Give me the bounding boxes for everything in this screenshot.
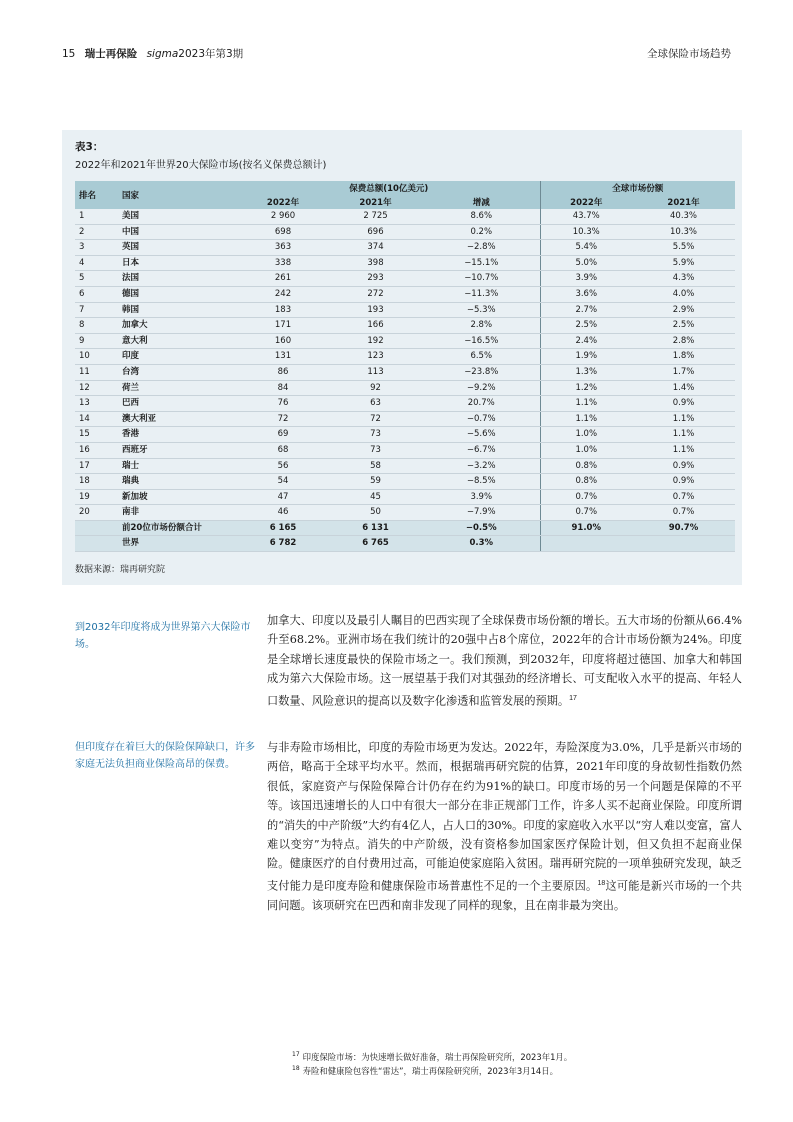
rank-cell: 20	[75, 505, 118, 521]
paragraph-1-text: 加拿大、印度以及最引人瞩目的巴西实现了全球保费市场份额的增长。五大市场的份额从66.4%升至68.2%。亚洲市场在我们统计的20强中占8个席位，2022年的合计市场份额为24%。印度是全球增长速度最快的保险市场之一。我们预测，到2032年，印度将超过德国、加拿大和韩国成为第六大保险市场。这一展望基于我们对其强劲的经济增长、可支配收入水平的提高、年轻人口数量、风险意识的提高以及数字化渗透和监管发展的预期。	[267, 614, 742, 708]
growth-cell: −11.3%	[423, 286, 540, 302]
share-2021-cell: 0.9%	[632, 458, 735, 474]
premium-2021-cell: 58	[328, 458, 423, 474]
rank-cell: 5	[75, 271, 118, 287]
share-2021-cell: 5.9%	[632, 255, 735, 271]
footnote-17	[292, 1049, 742, 1063]
footnotes	[292, 1049, 742, 1077]
premium-2022-cell: 46	[238, 505, 328, 521]
header-growth: 增减	[423, 195, 540, 209]
header-share-group: 全球市场份额	[540, 181, 735, 195]
growth-cell: −9.2%	[423, 380, 540, 396]
premium-2021-cell: 293	[328, 271, 423, 287]
total-2021: 6 131	[328, 520, 423, 536]
paragraph-life-insurance	[267, 738, 742, 915]
share-2022-cell: 2.4%	[540, 333, 632, 349]
premium-2022-cell: 84	[238, 380, 328, 396]
world-label: 世界	[118, 536, 238, 552]
share-2022-cell: 0.8%	[540, 474, 632, 490]
table-row	[75, 474, 735, 490]
country-cell: 中国	[118, 224, 238, 240]
share-2021-cell: 4.3%	[632, 271, 735, 287]
share-2022-cell: 1.3%	[540, 364, 632, 380]
growth-cell: 3.9%	[423, 489, 540, 505]
country-cell: 瑞典	[118, 474, 238, 490]
world-growth: 0.3%	[423, 536, 540, 552]
premium-2022-cell: 183	[238, 302, 328, 318]
table-row	[75, 209, 735, 224]
premium-2021-cell: 92	[328, 380, 423, 396]
table-row	[75, 411, 735, 427]
premium-2022-cell: 698	[238, 224, 328, 240]
share-2021-cell: 1.1%	[632, 427, 735, 443]
premium-2022-cell: 68	[238, 442, 328, 458]
premium-2022-cell: 69	[238, 427, 328, 443]
growth-cell: −10.7%	[423, 271, 540, 287]
total-label: 前20位市场份额合计	[118, 520, 238, 536]
country-cell: 西班牙	[118, 442, 238, 458]
table-row	[75, 442, 735, 458]
world-2021: 6 765	[328, 536, 423, 552]
share-2022-cell: 1.1%	[540, 396, 632, 412]
rank-cell: 9	[75, 333, 118, 349]
total-growth: −0.5%	[423, 520, 540, 536]
country-cell: 日本	[118, 255, 238, 271]
premium-2022-cell: 86	[238, 364, 328, 380]
side-note-india-sixth: 到2032年印度将成为世界第六大保险市场。	[75, 622, 251, 650]
share-2022-cell: 1.0%	[540, 442, 632, 458]
country-cell: 法国	[118, 271, 238, 287]
share-2021-cell: 0.9%	[632, 396, 735, 412]
premium-2021-cell: 166	[328, 318, 423, 334]
growth-cell: −5.3%	[423, 302, 540, 318]
premium-2022-cell: 131	[238, 349, 328, 365]
share-2022-cell: 0.7%	[540, 489, 632, 505]
rank-cell: 13	[75, 396, 118, 412]
premium-2021-cell: 193	[328, 302, 423, 318]
country-cell: 德国	[118, 286, 238, 302]
premium-2021-cell: 272	[328, 286, 423, 302]
rank-cell: 3	[75, 240, 118, 256]
growth-cell: 8.6%	[423, 209, 540, 224]
country-cell: 新加坡	[118, 489, 238, 505]
total-2022: 6 165	[238, 520, 328, 536]
premium-2022-cell: 338	[238, 255, 328, 271]
growth-cell: −5.6%	[423, 427, 540, 443]
premium-2022-cell: 261	[238, 271, 328, 287]
premium-2021-cell: 696	[328, 224, 423, 240]
total-share-2021: 90.7%	[632, 520, 735, 536]
premium-2022-cell: 47	[238, 489, 328, 505]
rank-cell: 2	[75, 224, 118, 240]
premium-2021-cell: 73	[328, 442, 423, 458]
page-number: 15	[62, 48, 76, 60]
premium-2021-cell: 50	[328, 505, 423, 521]
country-cell: 香港	[118, 427, 238, 443]
share-2022-cell: 43.7%	[540, 209, 632, 224]
growth-cell: 6.5%	[423, 349, 540, 365]
premium-2021-cell: 374	[328, 240, 423, 256]
footnote-17-number: 17	[292, 1051, 300, 1058]
share-2022-cell: 3.9%	[540, 271, 632, 287]
premium-2022-cell: 363	[238, 240, 328, 256]
premium-2022-cell: 76	[238, 396, 328, 412]
rank-cell: 16	[75, 442, 118, 458]
table-title: 2022年和2021年世界20大保险市场(按名义保费总额计)	[75, 160, 327, 171]
footnote-ref-17: 17	[569, 694, 577, 702]
table-row	[75, 224, 735, 240]
share-2021-cell: 5.5%	[632, 240, 735, 256]
share-2022-cell: 1.9%	[540, 349, 632, 365]
rank-cell: 8	[75, 318, 118, 334]
premium-2021-cell: 398	[328, 255, 423, 271]
header-rank: 排名	[75, 181, 118, 209]
header-country: 国家	[118, 181, 238, 209]
share-2022-cell: 0.8%	[540, 458, 632, 474]
footnote-ref-18: 18	[597, 879, 606, 887]
premium-2021-cell: 45	[328, 489, 423, 505]
growth-cell: −6.7%	[423, 442, 540, 458]
table-label: 表3：	[75, 141, 104, 153]
share-2022-cell: 2.5%	[540, 318, 632, 334]
country-cell: 英国	[118, 240, 238, 256]
world-2022: 6 782	[238, 536, 328, 552]
table-row	[75, 349, 735, 365]
header-share-2022: 2022年	[540, 195, 632, 209]
share-2021-cell: 2.5%	[632, 318, 735, 334]
total-share-2022: 91.0%	[540, 520, 632, 536]
share-2021-cell: 40.3%	[632, 209, 735, 224]
share-2022-cell: 0.7%	[540, 505, 632, 521]
share-2021-cell: 0.7%	[632, 505, 735, 521]
premium-2022-cell: 72	[238, 411, 328, 427]
brand-name: 瑞士再保险	[84, 48, 138, 60]
table-row	[75, 240, 735, 256]
insurance-markets-table	[75, 181, 735, 552]
table-row	[75, 302, 735, 318]
premium-2021-cell: 123	[328, 349, 423, 365]
footnote-18-text: 寿险和健康险包容性“雷达”，瑞士再保险研究所，2023年3月14日。	[302, 1065, 558, 1076]
country-cell: 美国	[118, 209, 238, 224]
side-note-protection-gap: 但印度存在着巨大的保险保障缺口，许多家庭无法负担商业保险高昂的保费。	[75, 742, 255, 770]
paragraph-2a-text: 与非寿险市场相比，印度的寿险市场更为发达。2022年，寿险深度为3.0%，几乎是新兴市场的两倍，略高于全球平均水平。然而，根据瑞再研究院的估算，2021年印度的身故韧性指数仍然很低，家庭资产与保险保障合计仍存在约为91%的缺口。印度市场的另一个问题是保障的不平等。该国迅速增长的人口中有很大一部分在非正规部门工作，许多人买不起商业保险。印度所谓的“消失的中产阶级”大约有4亿人，占人口的30%。印度的家庭收入水平以“穷人难以变富，富人难以变穷”为特点。消失的中产阶级，没有资格参加国家医疗保险计划，但又负担不起商业保险。健康医疗的自付费用过高，可能迫使家庭陷入贫困。瑞再研究院的一项单独研究发现，缺乏支付能力是印度寿险和健康保险市场普惠性不足的一个主要原因。	[267, 741, 742, 893]
header-premium-group: 保费总额(10亿美元)	[238, 181, 540, 195]
rank-cell: 19	[75, 489, 118, 505]
table-row	[75, 318, 735, 334]
table-row	[75, 427, 735, 443]
rank-cell: 17	[75, 458, 118, 474]
rank-cell: 10	[75, 349, 118, 365]
country-cell: 韩国	[118, 302, 238, 318]
premium-2022-cell: 160	[238, 333, 328, 349]
share-2021-cell: 10.3%	[632, 224, 735, 240]
table-row	[75, 271, 735, 287]
paragraph-market-share	[267, 611, 742, 711]
premium-2021-cell: 59	[328, 474, 423, 490]
share-2021-cell: 1.1%	[632, 442, 735, 458]
country-cell: 澳大利亚	[118, 411, 238, 427]
rank-cell: 6	[75, 286, 118, 302]
share-2022-cell: 1.0%	[540, 427, 632, 443]
premium-2021-cell: 192	[328, 333, 423, 349]
table-row	[75, 364, 735, 380]
share-2021-cell: 4.0%	[632, 286, 735, 302]
premium-2021-cell: 72	[328, 411, 423, 427]
table-row	[75, 255, 735, 271]
header-2021: 2021年	[328, 195, 423, 209]
rank-cell: 7	[75, 302, 118, 318]
table-row	[75, 333, 735, 349]
table-row	[75, 396, 735, 412]
share-2022-cell: 5.0%	[540, 255, 632, 271]
premium-2022-cell: 2 960	[238, 209, 328, 224]
growth-cell: −8.5%	[423, 474, 540, 490]
share-2022-cell: 5.4%	[540, 240, 632, 256]
table-row	[75, 489, 735, 505]
share-2021-cell: 2.9%	[632, 302, 735, 318]
paragraph-2b-text: 这可能是新兴市场的一个共同问题。该项研究在巴西和南非发现了同样的现象，且在南非最为突出。	[267, 879, 742, 912]
country-cell: 台湾	[118, 364, 238, 380]
table-row	[75, 380, 735, 396]
share-2021-cell: 1.8%	[632, 349, 735, 365]
share-2022-cell: 10.3%	[540, 224, 632, 240]
footnote-18	[292, 1063, 742, 1077]
table-row	[75, 286, 735, 302]
premium-2022-cell: 54	[238, 474, 328, 490]
share-2021-cell: 2.8%	[632, 333, 735, 349]
growth-cell: −16.5%	[423, 333, 540, 349]
share-2022-cell: 1.2%	[540, 380, 632, 396]
rank-cell: 14	[75, 411, 118, 427]
share-2021-cell: 1.1%	[632, 411, 735, 427]
country-cell: 瑞士	[118, 458, 238, 474]
table-row-world	[75, 536, 735, 552]
premium-2022-cell: 171	[238, 318, 328, 334]
premium-2022-cell: 242	[238, 286, 328, 302]
section-title: 全球保险市场趋势	[647, 48, 731, 60]
share-2022-cell: 2.7%	[540, 302, 632, 318]
growth-cell: −0.7%	[423, 411, 540, 427]
rank-cell: 12	[75, 380, 118, 396]
country-cell: 意大利	[118, 333, 238, 349]
country-cell: 加拿大	[118, 318, 238, 334]
table-source: 数据来源：瑞再研究院	[75, 565, 166, 575]
table-row-top20-total	[75, 520, 735, 536]
premium-2022-cell: 56	[238, 458, 328, 474]
growth-cell: −7.9%	[423, 505, 540, 521]
growth-cell: −3.2%	[423, 458, 540, 474]
growth-cell: −15.1%	[423, 255, 540, 271]
footnote-18-number: 18	[292, 1064, 300, 1072]
country-cell: 印度	[118, 349, 238, 365]
premium-2021-cell: 63	[328, 396, 423, 412]
growth-cell: 2.8%	[423, 318, 540, 334]
header-share-2021: 2021年	[632, 195, 735, 209]
country-cell: 巴西	[118, 396, 238, 412]
country-cell: 荷兰	[118, 380, 238, 396]
growth-cell: −23.8%	[423, 364, 540, 380]
share-2021-cell: 1.7%	[632, 364, 735, 380]
rank-cell: 1	[75, 209, 118, 224]
share-2021-cell: 1.4%	[632, 380, 735, 396]
table-header-row-1	[75, 181, 735, 195]
share-2022-cell: 3.6%	[540, 286, 632, 302]
growth-cell: 20.7%	[423, 396, 540, 412]
page-header	[62, 46, 731, 64]
country-cell: 南非	[118, 505, 238, 521]
growth-cell: −2.8%	[423, 240, 540, 256]
share-2021-cell: 0.9%	[632, 474, 735, 490]
header-left	[62, 46, 243, 61]
table-row	[75, 458, 735, 474]
premium-2021-cell: 73	[328, 427, 423, 443]
premium-2021-cell: 113	[328, 364, 423, 380]
rank-cell: 4	[75, 255, 118, 271]
growth-cell: 0.2%	[423, 224, 540, 240]
premium-2021-cell: 2 725	[328, 209, 423, 224]
rank-cell: 18	[75, 474, 118, 490]
header-2022: 2022年	[238, 195, 328, 209]
table-panel	[62, 130, 742, 585]
sigma-label: sigma	[146, 48, 179, 60]
rank-cell: 15	[75, 427, 118, 443]
share-2022-cell: 1.1%	[540, 411, 632, 427]
footnote-17-text: 印度保险市场：为快速增长做好准备，瑞士再保险研究所，2023年1月。	[302, 1051, 573, 1062]
share-2021-cell: 0.7%	[632, 489, 735, 505]
issue-label: 2023年第3期	[178, 48, 244, 60]
rank-cell: 11	[75, 364, 118, 380]
table-row	[75, 505, 735, 521]
